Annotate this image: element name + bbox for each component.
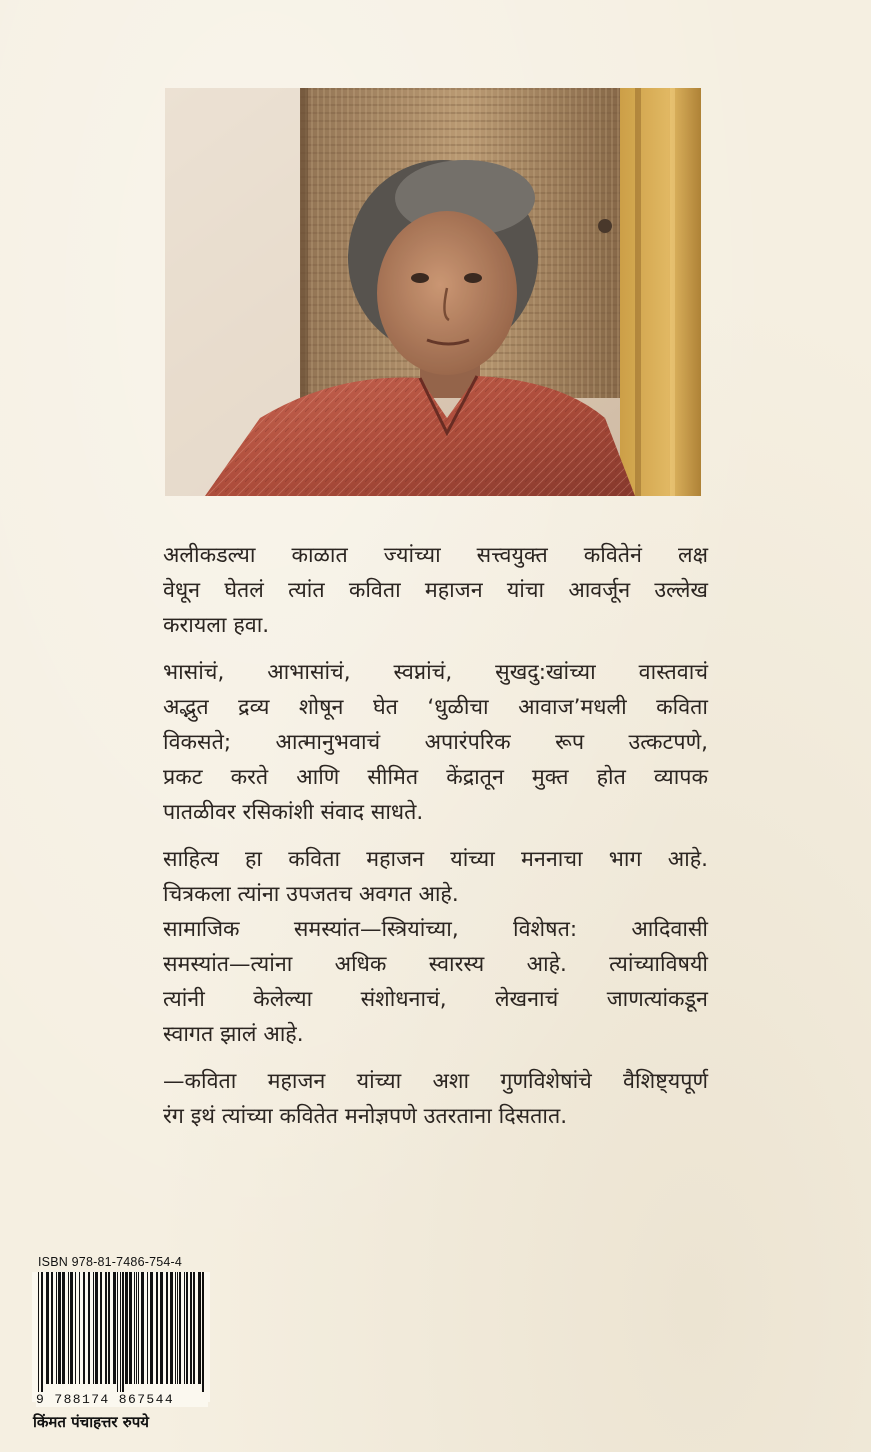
barcode-bar	[75, 1272, 76, 1384]
barcode-bar	[56, 1272, 57, 1384]
barcode-bar	[202, 1272, 204, 1394]
barcode-bar	[113, 1272, 116, 1384]
barcode-bar	[175, 1272, 176, 1384]
price-label: किंमत पंचाहत्तर रुपये	[33, 1413, 149, 1431]
barcode-bar	[147, 1272, 148, 1384]
blurb-line: प्रकट करते आणि सीमित केंद्रातून मुक्त होत व्यापक	[163, 765, 708, 790]
barcode-bar	[41, 1272, 43, 1394]
blurb-line: चित्रकला त्यांना उपजतच अवगत आहे.	[163, 882, 459, 907]
blurb-paragraph-5	[163, 1064, 708, 1134]
blurb-line: अलीकडल्या काळात ज्यांच्या सत्त्वयुक्त कवितेनं लक्ष	[163, 543, 708, 568]
blurb-paragraph-1	[163, 538, 708, 643]
blurb-line: भासांचं, आभासांचं, स्वप्नांचं, सुखदु:खांच्या वास्तवाचं	[163, 660, 708, 685]
barcode-bar	[117, 1272, 118, 1394]
blurb-line: विकसते; आत्मानुभवाचं अपारंपरिक रूप उत्कटपणे,	[163, 730, 708, 755]
blurb-line: समस्यांत—त्यांना अधिक स्वारस्य आहे. त्यांच्याविषयी	[163, 952, 708, 977]
barcode-bar	[108, 1272, 110, 1384]
author-photo	[165, 88, 701, 496]
barcode-bar	[95, 1272, 98, 1384]
barcode-bar	[190, 1272, 192, 1384]
barcode-bar	[179, 1272, 181, 1384]
barcode-bar	[184, 1272, 185, 1384]
barcode-bar	[156, 1272, 158, 1384]
barcode-digits: 9 788174 867544	[36, 1392, 208, 1407]
author-portrait-image	[165, 88, 701, 496]
barcode-bar	[160, 1272, 163, 1384]
barcode-bar	[170, 1272, 173, 1384]
blurb-paragraph-2	[163, 655, 708, 830]
barcode-bar	[93, 1272, 94, 1384]
blurb-line: वेधून घेतलं त्यांत कविता महाजन यांचा आवर्जून उल्लेख	[163, 578, 708, 603]
barcode-bar	[62, 1272, 65, 1384]
blurb-line: अद्भुत द्रव्य शोषून घेत ‘धुळीचा आवाज’मधली कविता	[163, 695, 708, 720]
barcode-bar	[79, 1272, 80, 1384]
barcode-bar	[136, 1272, 137, 1384]
author-blurb	[163, 538, 708, 1146]
blurb-line: रंग इथं त्यांच्या कवितेत मनोज्ञपणे उतरताना दिसतात.	[163, 1104, 568, 1129]
barcode-bar	[83, 1272, 85, 1384]
barcode-bar	[88, 1272, 90, 1384]
blurb-line: साहित्य हा कविता महाजन यांच्या मननाचा भाग आहे.	[163, 847, 708, 872]
blurb-line: करायला हवा.	[163, 613, 270, 638]
barcode-bar	[38, 1272, 39, 1394]
barcode-bar	[186, 1272, 188, 1384]
barcode-bar	[141, 1272, 144, 1384]
blurb-line: पातळीवर रसिकांशी संवाद साधते.	[163, 800, 424, 825]
barcode-bar	[51, 1272, 53, 1384]
barcode-bar	[46, 1272, 49, 1384]
barcode-bar	[150, 1272, 153, 1384]
barcode-bar	[105, 1272, 107, 1384]
barcode-bar	[100, 1272, 102, 1384]
barcode-bar	[122, 1272, 124, 1394]
barcode-bars-graphic	[32, 1272, 210, 1394]
blurb-paragraph-3	[163, 842, 708, 912]
barcode-bar	[134, 1272, 135, 1384]
barcode-bar	[120, 1272, 121, 1394]
barcode-bar	[129, 1272, 132, 1384]
barcode-bar	[70, 1272, 73, 1384]
barcode-bar	[58, 1272, 61, 1384]
blurb-line: स्वागत झालं आहे.	[163, 1022, 304, 1047]
blurb-paragraph-4	[163, 912, 708, 1052]
blurb-line: त्यांनी केलेल्या संशोधनाचं, लेखनाचं जाणत्यांकडून	[163, 987, 708, 1012]
isbn-label: ISBN 978-81-7486-754-4	[38, 1255, 183, 1269]
barcode-bar	[198, 1272, 201, 1384]
barcode-bar	[68, 1272, 69, 1384]
barcode-bar	[193, 1272, 195, 1384]
barcode	[32, 1272, 210, 1402]
barcode-bar	[138, 1272, 139, 1384]
blurb-line: —कविता महाजन यांच्या अशा गुणविशेषांचे वैशिष्ट्यपूर्ण	[163, 1069, 708, 1094]
barcode-bar	[166, 1272, 168, 1384]
blurb-line: सामाजिक समस्यांत—स्त्रियांच्या, विशेषत: आदिवासी	[163, 917, 708, 942]
barcode-bar	[125, 1272, 128, 1384]
barcode-bar	[177, 1272, 178, 1384]
